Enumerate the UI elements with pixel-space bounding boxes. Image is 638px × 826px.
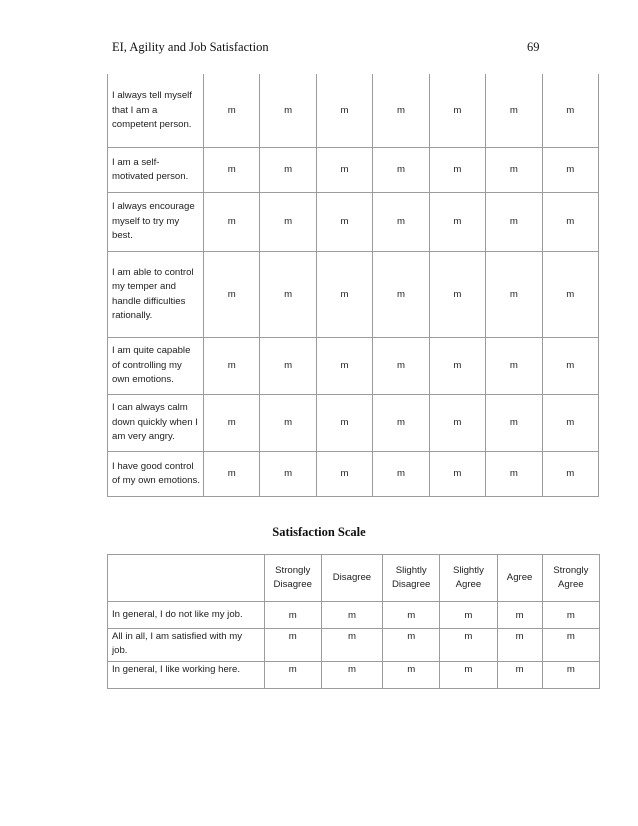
option-cell[interactable]: m [429,147,485,192]
satisfaction-scale-title: Satisfaction Scale [272,525,366,539]
option-cell[interactable]: m [204,394,260,451]
option-cell[interactable]: m [373,451,429,496]
statement-cell: I always encourage myself to try my best. [108,192,204,251]
column-header: Slightly Agree [440,555,497,602]
option-cell[interactable]: m [316,74,372,147]
table-row [108,629,600,662]
option-cell[interactable]: m [429,74,485,147]
option-cell[interactable]: m [429,337,485,394]
option-cell[interactable]: m [204,451,260,496]
statement-cell: In general, I like working here. [108,662,265,689]
table-row [108,74,599,147]
table-row [108,337,599,394]
satisfaction-scale-table [107,554,600,689]
option-cell[interactable]: m [542,251,598,337]
option-cell[interactable]: m [486,337,542,394]
table-row [108,662,600,689]
option-cell[interactable]: m [321,629,382,662]
option-cell[interactable]: m [542,602,599,629]
option-cell[interactable]: m [316,192,372,251]
option-cell[interactable]: m [260,147,316,192]
option-cell[interactable]: m [260,192,316,251]
table-row [108,602,600,629]
column-header: Disagree [321,555,382,602]
option-cell[interactable]: m [321,662,382,689]
option-cell[interactable]: m [429,451,485,496]
option-cell[interactable]: m [316,251,372,337]
ei-questionnaire-table [107,74,599,497]
table-row [108,394,599,451]
option-cell[interactable]: m [260,451,316,496]
option-cell[interactable]: m [497,629,542,662]
blank-header-cell [108,555,265,602]
option-cell[interactable]: m [316,337,372,394]
option-cell[interactable]: m [316,147,372,192]
option-cell[interactable]: m [486,74,542,147]
option-cell[interactable]: m [440,629,497,662]
option-cell[interactable]: m [440,662,497,689]
option-cell[interactable]: m [542,394,598,451]
option-cell[interactable]: m [383,662,440,689]
option-cell[interactable]: m [373,192,429,251]
column-header: Agree [497,555,542,602]
option-cell[interactable]: m [542,74,598,147]
column-header: Slightly Disagree [383,555,440,602]
statement-cell: I am a self-motivated person. [108,147,204,192]
option-cell[interactable]: m [542,451,598,496]
option-cell[interactable]: m [440,602,497,629]
column-header: Strongly Agree [542,555,599,602]
column-header: Strongly Disagree [264,555,321,602]
statement-cell: I always tell myself that I am a competent person. [108,74,204,147]
option-cell[interactable]: m [316,394,372,451]
option-cell[interactable]: m [316,451,372,496]
option-cell[interactable]: m [260,251,316,337]
option-cell[interactable]: m [542,337,598,394]
option-cell[interactable]: m [542,192,598,251]
option-cell[interactable]: m [497,602,542,629]
page-number: 69 [527,40,540,54]
option-cell[interactable]: m [486,251,542,337]
table-row [108,251,599,337]
statement-cell: All in all, I am satisfied with my job. [108,629,265,662]
option-cell[interactable]: m [204,192,260,251]
option-cell[interactable]: m [383,602,440,629]
option-cell[interactable]: m [542,629,599,662]
option-cell[interactable]: m [260,337,316,394]
option-cell[interactable]: m [373,74,429,147]
header-row [108,555,600,602]
option-cell[interactable]: m [542,662,599,689]
statement-cell: I am able to control my temper and handle difficulties rationally. [108,251,204,337]
option-cell[interactable]: m [264,662,321,689]
option-cell[interactable]: m [486,451,542,496]
statement-cell: In general, I do not like my job. [108,602,265,629]
option-cell[interactable]: m [204,251,260,337]
option-cell[interactable]: m [486,192,542,251]
option-cell[interactable]: m [373,251,429,337]
option-cell[interactable]: m [486,394,542,451]
statement-cell: I can always calm down quickly when I am very angry. [108,394,204,451]
option-cell[interactable]: m [373,337,429,394]
option-cell[interactable]: m [260,74,316,147]
option-cell[interactable]: m [542,147,598,192]
option-cell[interactable]: m [429,192,485,251]
option-cell[interactable]: m [373,147,429,192]
option-cell[interactable]: m [429,394,485,451]
option-cell[interactable]: m [321,602,382,629]
statement-cell: I have good control of my own emotions. [108,451,204,496]
table-row [108,192,599,251]
table-row [108,451,599,496]
option-cell[interactable]: m [497,662,542,689]
option-cell[interactable]: m [264,629,321,662]
running-header-title: EI, Agility and Job Satisfaction [112,40,269,54]
option-cell[interactable]: m [260,394,316,451]
option-cell[interactable]: m [204,147,260,192]
table-row [108,147,599,192]
option-cell[interactable]: m [429,251,485,337]
option-cell[interactable]: m [204,337,260,394]
option-cell[interactable]: m [264,602,321,629]
option-cell[interactable]: m [486,147,542,192]
option-cell[interactable]: m [383,629,440,662]
option-cell[interactable]: m [373,394,429,451]
option-cell[interactable]: m [204,74,260,147]
statement-cell: I am quite capable of controlling my own emotions. [108,337,204,394]
